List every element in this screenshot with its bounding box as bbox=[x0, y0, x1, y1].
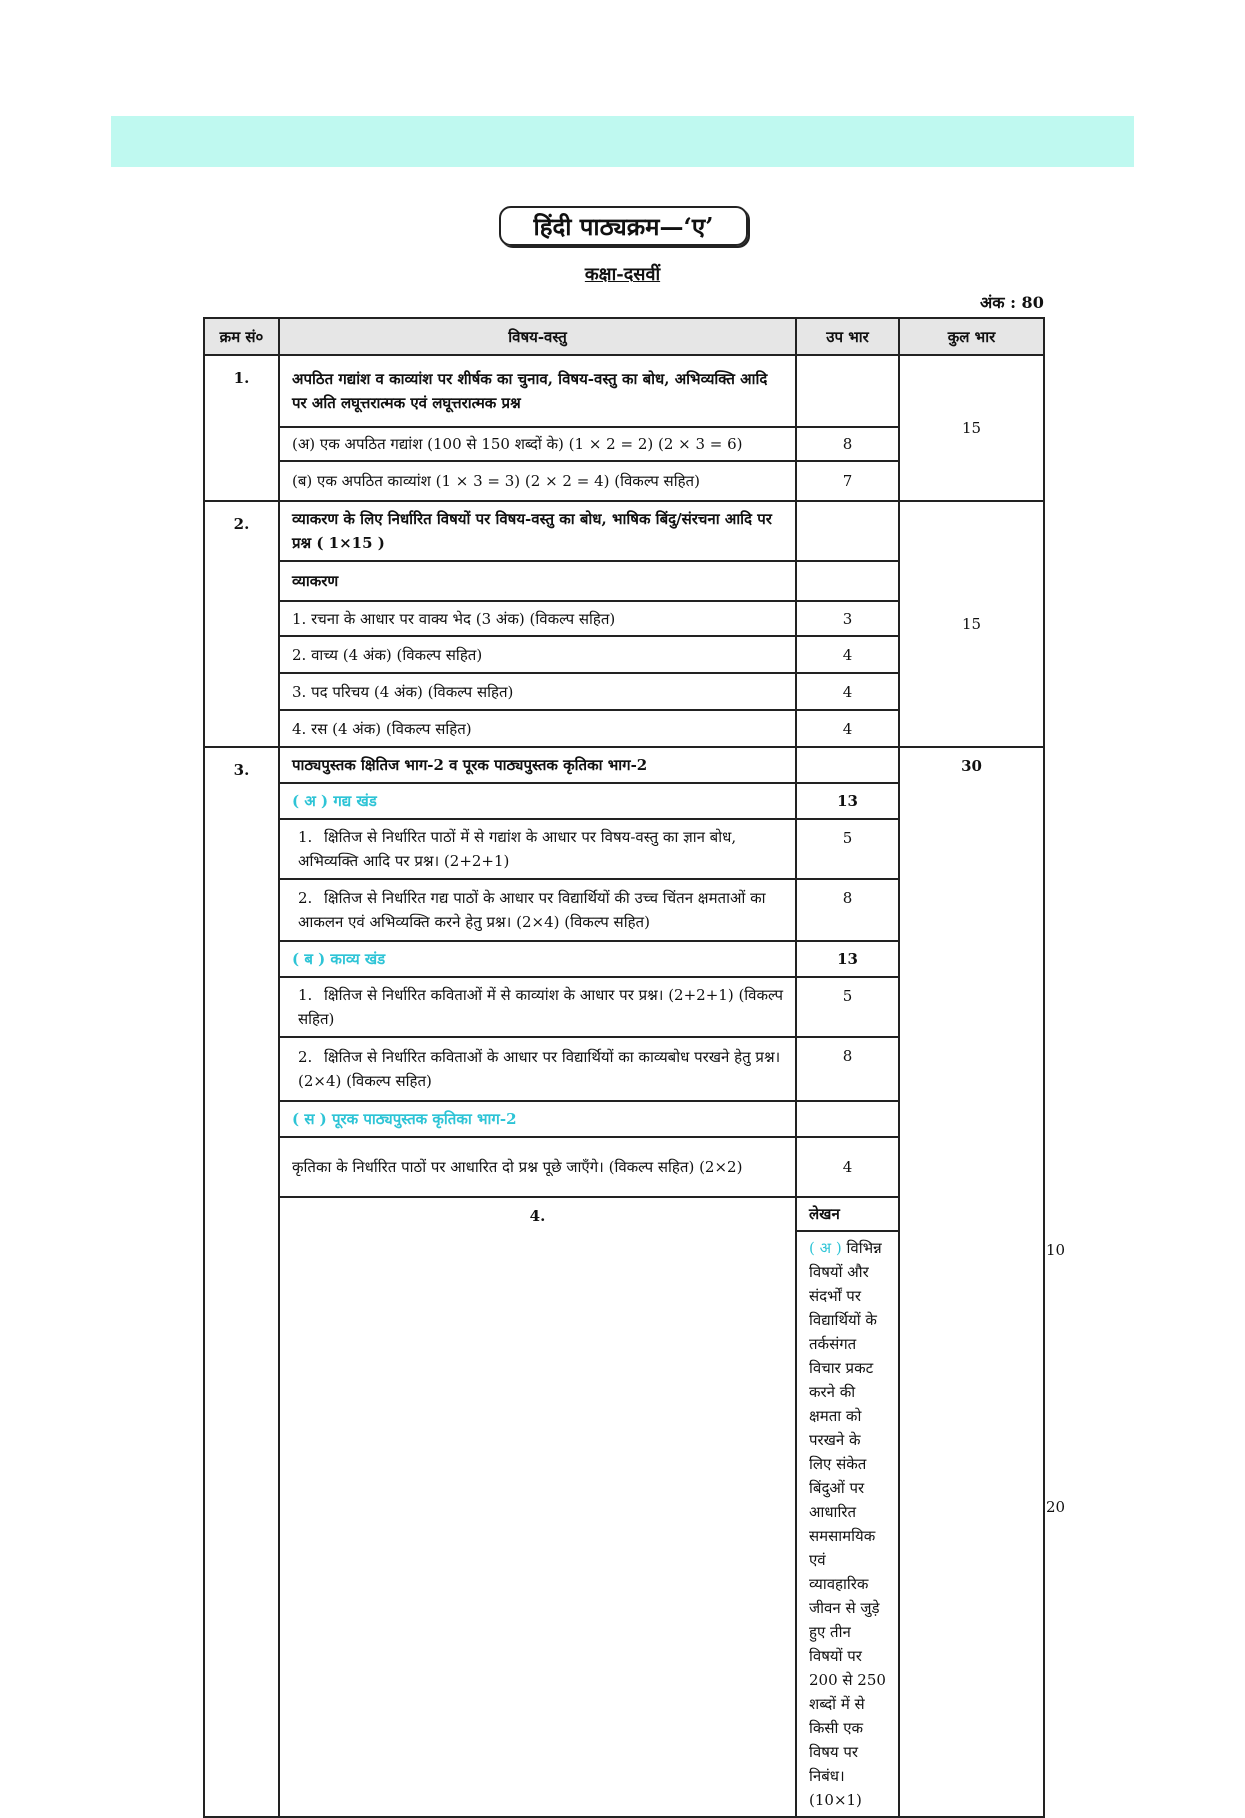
serial-number: 1. bbox=[204, 355, 279, 501]
serial-number: 3. bbox=[204, 747, 279, 1817]
table-row bbox=[204, 355, 1044, 427]
sub-weight: 3 bbox=[796, 601, 899, 636]
table-row: 4. लेखन 20 bbox=[204, 1197, 1044, 1231]
item-text: क्षितिज से निर्धारित पाठों में से गद्यांश के आधार पर विषय-वस्तु का ज्ञान बोध, अभिव्यक्ति आदि पर प्रश्न। (2+2+1) bbox=[298, 828, 737, 870]
item-number: 2. bbox=[298, 1048, 313, 1066]
item-label: ( अ ) bbox=[809, 1239, 842, 1257]
top-color-band bbox=[111, 116, 1134, 167]
list-item bbox=[279, 977, 796, 1037]
serial-number: 4. bbox=[279, 1197, 796, 1817]
sub-weight: 8 bbox=[796, 1037, 899, 1101]
list-item: (अ) एक अपठित गद्यांश (100 से 150 शब्दों के) (1 × 2 = 2) (2 × 3 = 6) bbox=[279, 427, 796, 461]
total-weight: 15 bbox=[899, 501, 1044, 747]
list-item: 4. रस (4 अंक) (विकल्प सहित) bbox=[279, 710, 796, 747]
subtitle-text: कक्षा-दसवीं bbox=[584, 264, 661, 285]
subsection-heading: व्याकरण bbox=[279, 561, 796, 601]
list-item: (ब) एक अपठित काव्यांश (1 × 3 = 3) (2 × 2 = 4) (विकल्प सहित) bbox=[279, 461, 796, 501]
list-item: 3. पद परिचय (4 अंक) (विकल्प सहित) bbox=[279, 673, 796, 710]
list-item bbox=[279, 1037, 796, 1101]
sub-weight: 4 bbox=[796, 673, 899, 710]
sub-weight: 5 bbox=[796, 819, 899, 879]
item-number: 1. bbox=[298, 986, 313, 1004]
table-header-row bbox=[204, 318, 1044, 355]
sub-weight: 8 bbox=[796, 427, 899, 461]
sub-weight: 7 bbox=[796, 461, 899, 501]
section-title: लेखन bbox=[796, 1197, 899, 1231]
item-number: 2. bbox=[298, 889, 313, 907]
sub-weight: 4 bbox=[796, 1137, 899, 1197]
list-item bbox=[279, 819, 796, 879]
item-number: 1. bbox=[298, 828, 313, 846]
col-header-serial: क्रम सं० bbox=[204, 318, 279, 355]
subsection-heading: ( अ ) गद्य खंड bbox=[279, 783, 796, 819]
item-text: क्षितिज से निर्धारित कविताओं के आधार पर विद्यार्थियों का काव्यबोध परखने हेतु प्रश्न। (2×4) (विकल्प सहित) bbox=[298, 1048, 781, 1090]
total-marks: अंक : 80 bbox=[980, 293, 1044, 312]
table-row bbox=[204, 501, 1044, 561]
total-weight: 30 bbox=[899, 747, 1044, 1817]
table-row bbox=[204, 747, 1044, 783]
list-item: कृतिका के निर्धारित पाठों पर आधारित दो प्रश्न पूछे जाएँगे। (विकल्प सहित) (2×2) bbox=[279, 1137, 796, 1197]
item-text: विभिन्न विषयों और संदर्भों पर विद्यार्थियों के तर्कसंगत विचार प्रकट करने की क्षमता को परखने के लिए संकेत बिंदुओं पर आधारित समसामयिक एवं व्यावहारिक जीवन से जुड़े हुए तीन विषयों पर 200 से 250 शब्दों में से किसी एक विषय पर निबंध। (10×1) bbox=[809, 1239, 886, 1809]
section-title: व्याकरण के लिए निर्धारित विषयों पर विषय-वस्तु का बोध, भाषिक बिंदु/संरचना आदि पर प्रश्न ( 1×15 ) bbox=[279, 501, 796, 561]
sub-weight: 4 bbox=[796, 710, 899, 747]
list-item: 1. रचना के आधार पर वाक्य भेद (3 अंक) (विकल्प सहित) bbox=[279, 601, 796, 636]
page-title: हिंदी पाठ्यक्रम—‘ए’ bbox=[499, 206, 748, 246]
col-header-subweight: उप भार bbox=[796, 318, 899, 355]
list-item: 2. वाच्य (4 अंक) (विकल्प सहित) bbox=[279, 636, 796, 673]
sub-weight: 4 bbox=[796, 636, 899, 673]
sub-weight: 8 bbox=[796, 879, 899, 941]
sub-weight: 13 bbox=[796, 783, 899, 819]
col-header-content: विषय-वस्तु bbox=[279, 318, 796, 355]
list-item bbox=[796, 1231, 899, 1817]
sub-weight: 13 bbox=[796, 941, 899, 977]
section-title: अपठित गद्यांश व काव्यांश पर शीर्षक का चुनाव, विषय-वस्तु का बोध, अभिव्यक्ति आदि पर अति लघूत्तरात्मक एवं लघूत्तरात्मक प्रश्न bbox=[279, 355, 796, 427]
col-header-totalweight: कुल भार bbox=[899, 318, 1044, 355]
sub-weight: 5 bbox=[796, 977, 899, 1037]
syllabus-table bbox=[203, 317, 1066, 1818]
subsection-heading: ( ब ) काव्य खंड bbox=[279, 941, 796, 977]
subsection-heading: ( स ) पूरक पाठ्यपुस्तक कृतिका भाग-2 bbox=[279, 1101, 796, 1137]
section-title: पाठ्यपुस्तक क्षितिज भाग-2 व पूरक पाठ्यपुस्तक कृतिका भाग-2 bbox=[279, 747, 796, 783]
table-row: ( अ ) विभिन्न विषयों और संदर्भों पर विद्यार्थियों के तर्कसंगत विचार प्रकट करने की क्षमता को परखने के लिए संकेत बिंदुओं पर आधारित समसामयिक एवं व्यावहारिक जीवन से जुड़े हुए तीन विषयों पर 200 से 250 शब्दों में से किसी एक विषय पर निबंध। (10×1) 10 bbox=[204, 1231, 1044, 1817]
total-weight: 15 bbox=[899, 355, 1044, 501]
serial-number: 2. bbox=[204, 501, 279, 747]
item-text: क्षितिज से निर्धारित गद्य पाठों के आधार पर विद्यार्थियों की उच्च चिंतन क्षमताओं का आकलन एवं अभिव्यक्ति करने हेतु प्रश्न। (2×4) (विकल्प सहित) bbox=[298, 889, 766, 931]
class-subtitle bbox=[0, 262, 1245, 286]
item-text: क्षितिज से निर्धारित कविताओं में से काव्यांश के आधार पर प्रश्न। (2+2+1) (विकल्प सहित) bbox=[298, 986, 783, 1028]
list-item bbox=[279, 879, 796, 941]
